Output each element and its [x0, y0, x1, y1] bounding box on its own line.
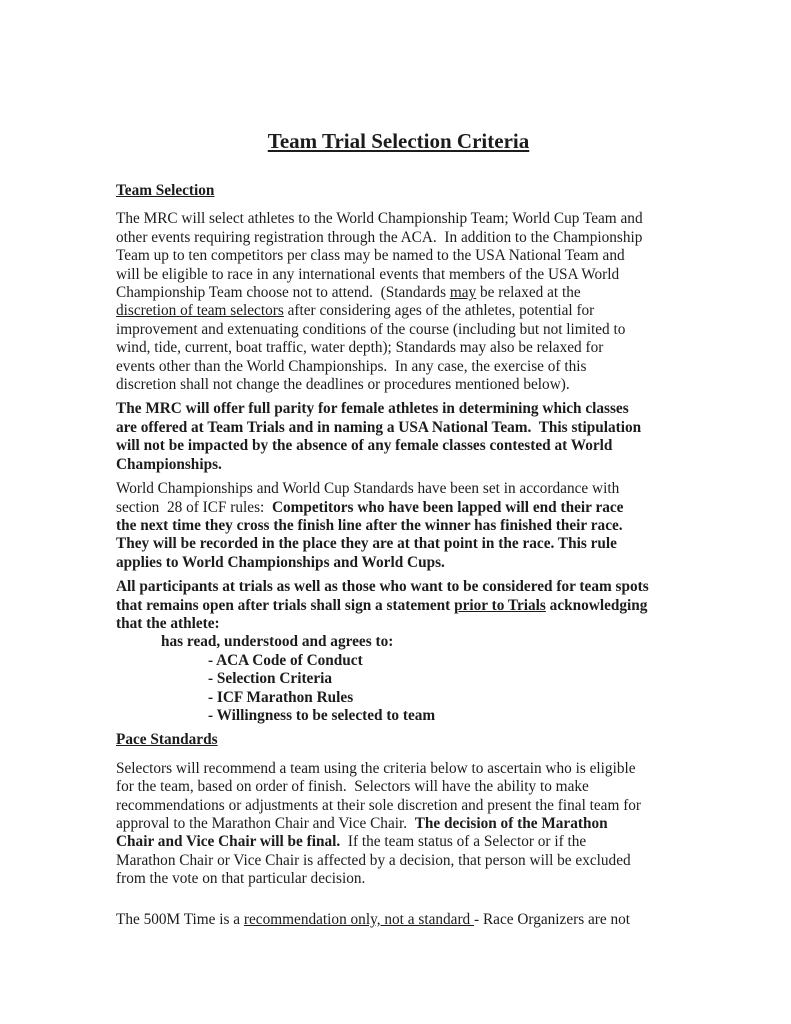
text-line: [116, 797, 681, 815]
text-run: Pace Standards: [116, 731, 218, 749]
text-run: discretion shall not change the deadlines or procedures mentioned below).: [116, 376, 570, 394]
text-line: [116, 321, 681, 339]
text-line: [116, 778, 681, 796]
text-run: are offered at Team Trials and in naming a USA National Team. This stipulation: [116, 418, 642, 436]
text-line: [116, 833, 681, 851]
para-icf-standards: [116, 480, 681, 572]
text-line: [116, 815, 681, 833]
text-run: - ICF Marathon Rules: [208, 688, 354, 706]
text-run: - ACA Code of Conduct: [208, 651, 363, 669]
text-run: will be eligible to race in any international events that members of the USA World: [116, 265, 620, 283]
text-run: Team up to ten competitors per class may be named to the USA National Team and: [116, 247, 625, 265]
para-500m-time: [116, 911, 681, 929]
text-run: that remains open after trials shall sign a statement: [116, 596, 455, 614]
text-line: [116, 760, 681, 778]
text-run: from the vote on that particular decision.: [116, 870, 366, 888]
text-line: [116, 689, 681, 707]
text-run: after considering ages of the athletes, potential for: [283, 302, 595, 320]
text-line: [116, 480, 681, 498]
text-run: - Race Organizers are not: [474, 910, 631, 928]
text-run: acknowledging: [545, 596, 648, 614]
text-line: [116, 419, 681, 437]
text-line: [116, 707, 681, 725]
text-line: [116, 400, 681, 418]
text-run: has read, understood and agrees to:: [161, 633, 394, 651]
text-run: applies to World Championships and World Cups.: [116, 553, 445, 571]
text-line: [116, 284, 681, 302]
text-line: [116, 229, 681, 247]
text-line: [116, 247, 681, 265]
text-run: - Selection Criteria: [208, 670, 333, 688]
text-line: [116, 870, 681, 888]
text-line: [116, 731, 681, 749]
text-line: [116, 499, 681, 517]
para-statement-acknowledgement: [116, 578, 681, 725]
para-full-parity: [116, 400, 681, 474]
text-run: Competitors who have been lapped will end their race: [271, 498, 624, 516]
text-line: [116, 517, 681, 535]
heading-team-selection: [116, 182, 681, 200]
text-run: recommendation only, not a standard: [243, 910, 475, 928]
text-run: recommendations or adjustments at their sole discretion and present the final team for: [116, 796, 642, 814]
text-line: [116, 339, 681, 357]
document-body: [116, 182, 681, 929]
text-run: If the team status of a Selector or if the: [340, 833, 587, 851]
text-run: that the athlete:: [116, 614, 220, 632]
text-line: [116, 437, 681, 455]
text-run: section 28 of ICF rules:: [116, 498, 272, 516]
text-line: [116, 852, 681, 870]
text-line: [116, 597, 681, 615]
text-run: wind, tide, current, boat traffic, water depth); Standards may also be relaxed for: [116, 339, 604, 357]
text-line: [116, 633, 681, 651]
text-line: [116, 182, 681, 200]
text-line: [116, 554, 681, 572]
text-run: the next time they cross the finish line after the winner has finished their race.: [116, 516, 623, 534]
text-run: They will be recorded in the place they are at that point in the race. This rule: [116, 535, 617, 553]
text-line: [116, 911, 681, 929]
text-run: for the team, based on order of finish. Selectors will have the ability to make: [116, 778, 589, 796]
text-run: The decision of the Marathon: [414, 815, 608, 832]
text-line: [116, 670, 681, 688]
text-run: The 500M Time is a: [116, 910, 244, 928]
text-line: [116, 210, 681, 228]
document-title: Team Trial Selection Criteria: [267, 129, 530, 153]
text-run: prior to Trials: [454, 596, 546, 614]
text-run: Chair and Vice Chair will be final.: [116, 833, 341, 851]
text-run: The MRC will offer full parity for female athletes in determining which classes: [116, 400, 629, 418]
text-run: Championship Team choose not to attend. (Standards: [116, 284, 450, 302]
text-run: events other than the World Championships. In any case, the exercise of this: [116, 357, 587, 375]
text-run: Team Selection: [116, 182, 215, 199]
text-line: [116, 358, 681, 376]
text-run: World Championships and World Cup Standards have been set in accordance with: [116, 480, 620, 498]
text-run: Selectors will recommend a team using the criteria below to ascertain who is eligible: [116, 759, 636, 777]
text-run: All participants at trials as well as those who want to be considered for team spots: [116, 578, 649, 596]
text-run: The MRC will select athletes to the World Championship Team; World Cup Team and: [116, 210, 643, 228]
text-line: [116, 578, 681, 596]
text-line: [116, 266, 681, 284]
text-run: will not be impacted by the absence of any female classes contested at World: [116, 437, 613, 455]
text-line: [116, 456, 681, 474]
text-line: [116, 302, 681, 320]
text-line: [116, 615, 681, 633]
text-run: other events requiring registration through the ACA. In addition to the Championship: [116, 228, 643, 246]
text-run: be relaxed at the: [476, 284, 581, 302]
text-line: [116, 376, 681, 394]
text-run: approval to the Marathon Chair and Vice Chair.: [116, 815, 415, 832]
text-line: [116, 535, 681, 553]
text-run: Marathon Chair or Vice Chair is affected by a decision, that person will be excluded: [116, 851, 631, 869]
text-run: may: [449, 284, 477, 302]
text-run: - Willingness to be selected to team: [208, 706, 436, 724]
heading-pace-standards: [116, 731, 681, 749]
text-run: improvement and extenuating conditions of the course (including but not limited to: [116, 320, 626, 338]
para-team-selection: [116, 210, 681, 394]
text-run: discretion of team selectors: [116, 302, 284, 320]
text-run: Championships.: [116, 455, 222, 473]
text-line: [116, 652, 681, 670]
para-selectors: [116, 760, 681, 889]
